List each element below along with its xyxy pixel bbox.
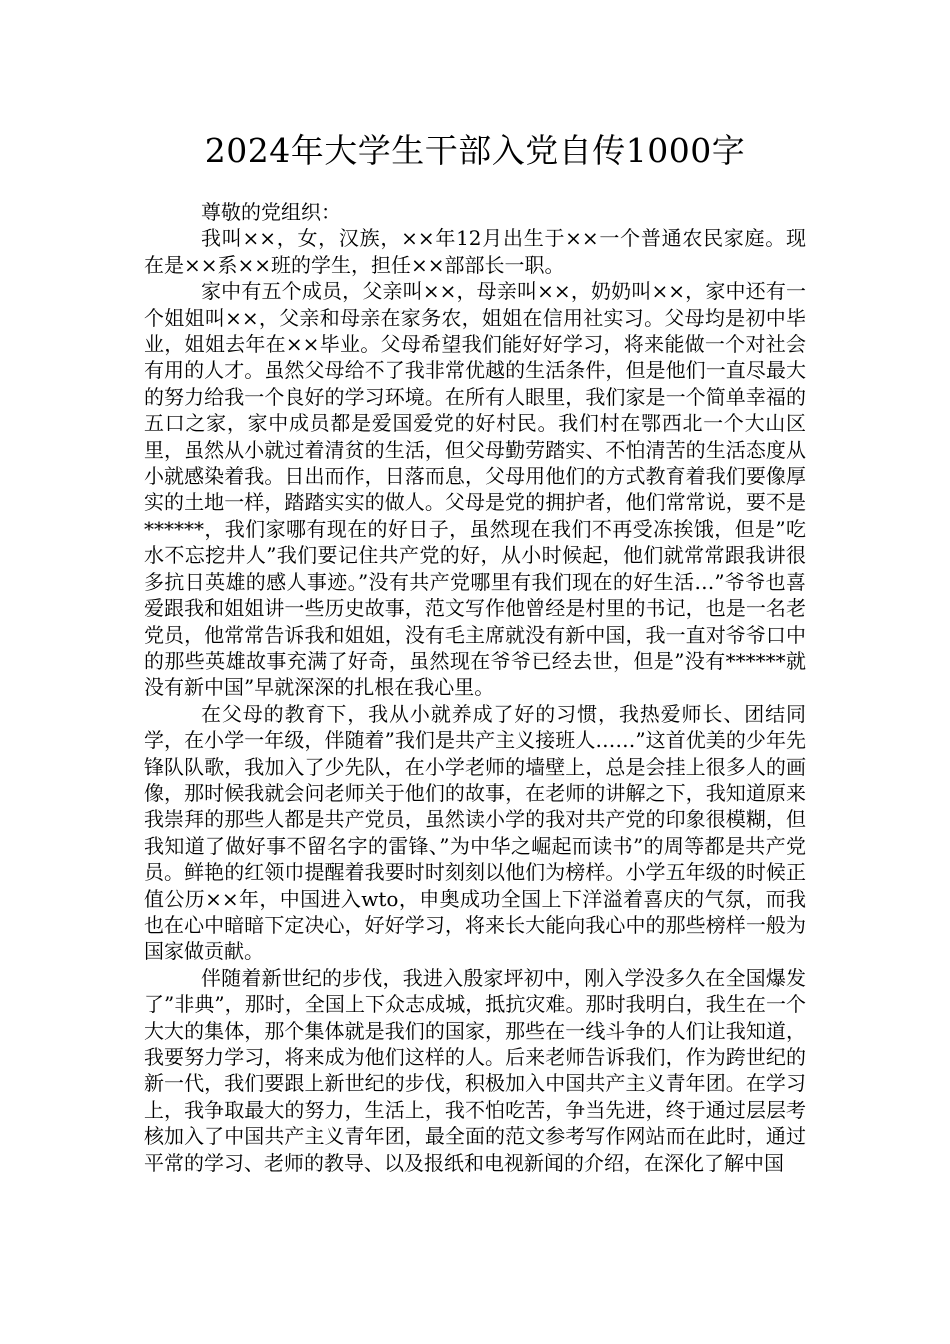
document-title: 2024年大学生干部入党自传1000字: [204, 131, 746, 170]
paragraph-intro: 我叫××，女，汉族，××年12月出生于××一个普通农民家庭。现在是××系××班的学生，担任××部部长一职。: [144, 226, 806, 277]
paragraph-family: 家中有五个成员，父亲叫××，母亲叫××，奶奶叫××，家中还有一个姐姐叫××，父亲和母亲在家务农，姐姐在信用社实习。父母均是初中毕业，姐姐去年在××毕业。父母希望我们能好好学习，将来能做一个对社会有用的人才。虽然父母给不了我非常优越的生活条件，但是他们一直尽最大的努力给我一个良好的学习环境。在所有人眼里，我们家是一个简单幸福的五口之家，家中成员都是爱国爱党的好村民。我们村在鄂西北一个大山区里，虽然从小就过着清贫的生活，但父母勤劳踏实、不怕清苦的生活态度从小就感染着我。日出而作，日落而息，父母用他们的方式教育着我们要像厚实的土地一样，踏踏实实的做人。父母是党的拥护者，他们常常说，要不是******，我们家哪有现在的好日子，虽然现在我们不再受冻挨饿，但是”吃水不忘挖井人”我们要记住共产党的好，从小时候起，他们就常常跟我讲很多抗日英雄的感人事迹。”没有共产党哪里有我们现在的好生活…”爷爷也喜爱跟我和姐姐讲一些历史故事，范文写作他曾经是村里的书记，也是一名老党员，他常常告诉我和姐姐，没有毛主席就没有新中国，我一直对爷爷口中的那些英雄故事充满了好奇，虽然现在爷爷已经去世，但是”没有******就没有新中国”早就深深的扎根在我心里。: [144, 279, 806, 700]
paragraph-middle-school: 伴随着新世纪的步伐，我进入殷家坪初中，刚入学没多久在全国爆发了”非典”，那时，全国上下众志成城，抵抗灾难。那时我明白，我生在一个大大的集体，那个集体就是我们的国家，那些在一线斗争的人们让我知道，我要努力学习，将来成为他们这样的人。后来老师告诉我们，作为跨世纪的新一代，我们要跟上新世纪的步伐，积极加入中国共产主义青年团。在学习上，我争取最大的努力，生活上，我不怕吃苦，争当先进，终于通过层层考核加入了中国共产主义青年团，最全面的范文参考写作网站而在此时，通过平常的学习、老师的教导、以及报纸和电视新闻的介绍，在深化了解中国: [144, 965, 806, 1175]
document-body: [144, 199, 806, 1176]
paragraph-primary-school: 在父母的教育下，我从小就养成了好的习惯，我热爱师长、团结同学，在小学一年级，伴随着”我们是共产主义接班人……”这首优美的少年先锋队队歌，我加入了少先队，在小学老师的墙壁上，总是会挂上很多人的画像，那时候我就会问老师关于他们的故事，在老师的讲解之下，我知道原来我崇拜的那些人都是共产党员，虽然读小学的我对共产党的印象很模糊，但我知道了做好事不留名字的雷锋、”为中华之崛起而读书”的周等都是共产党员。鲜艳的红领巾提醒着我要时时刻刻以他们为榜样。小学五年级的时候正值公历××年，中国进入wto，申奥成功全国上下洋溢着喜庆的气氛，而我也在心中暗暗下定决心，好好学习，将来长大能向我心中的那些榜样一般为国家做贡献。: [144, 701, 806, 964]
salutation: 尊敬的党组织：: [201, 200, 341, 224]
